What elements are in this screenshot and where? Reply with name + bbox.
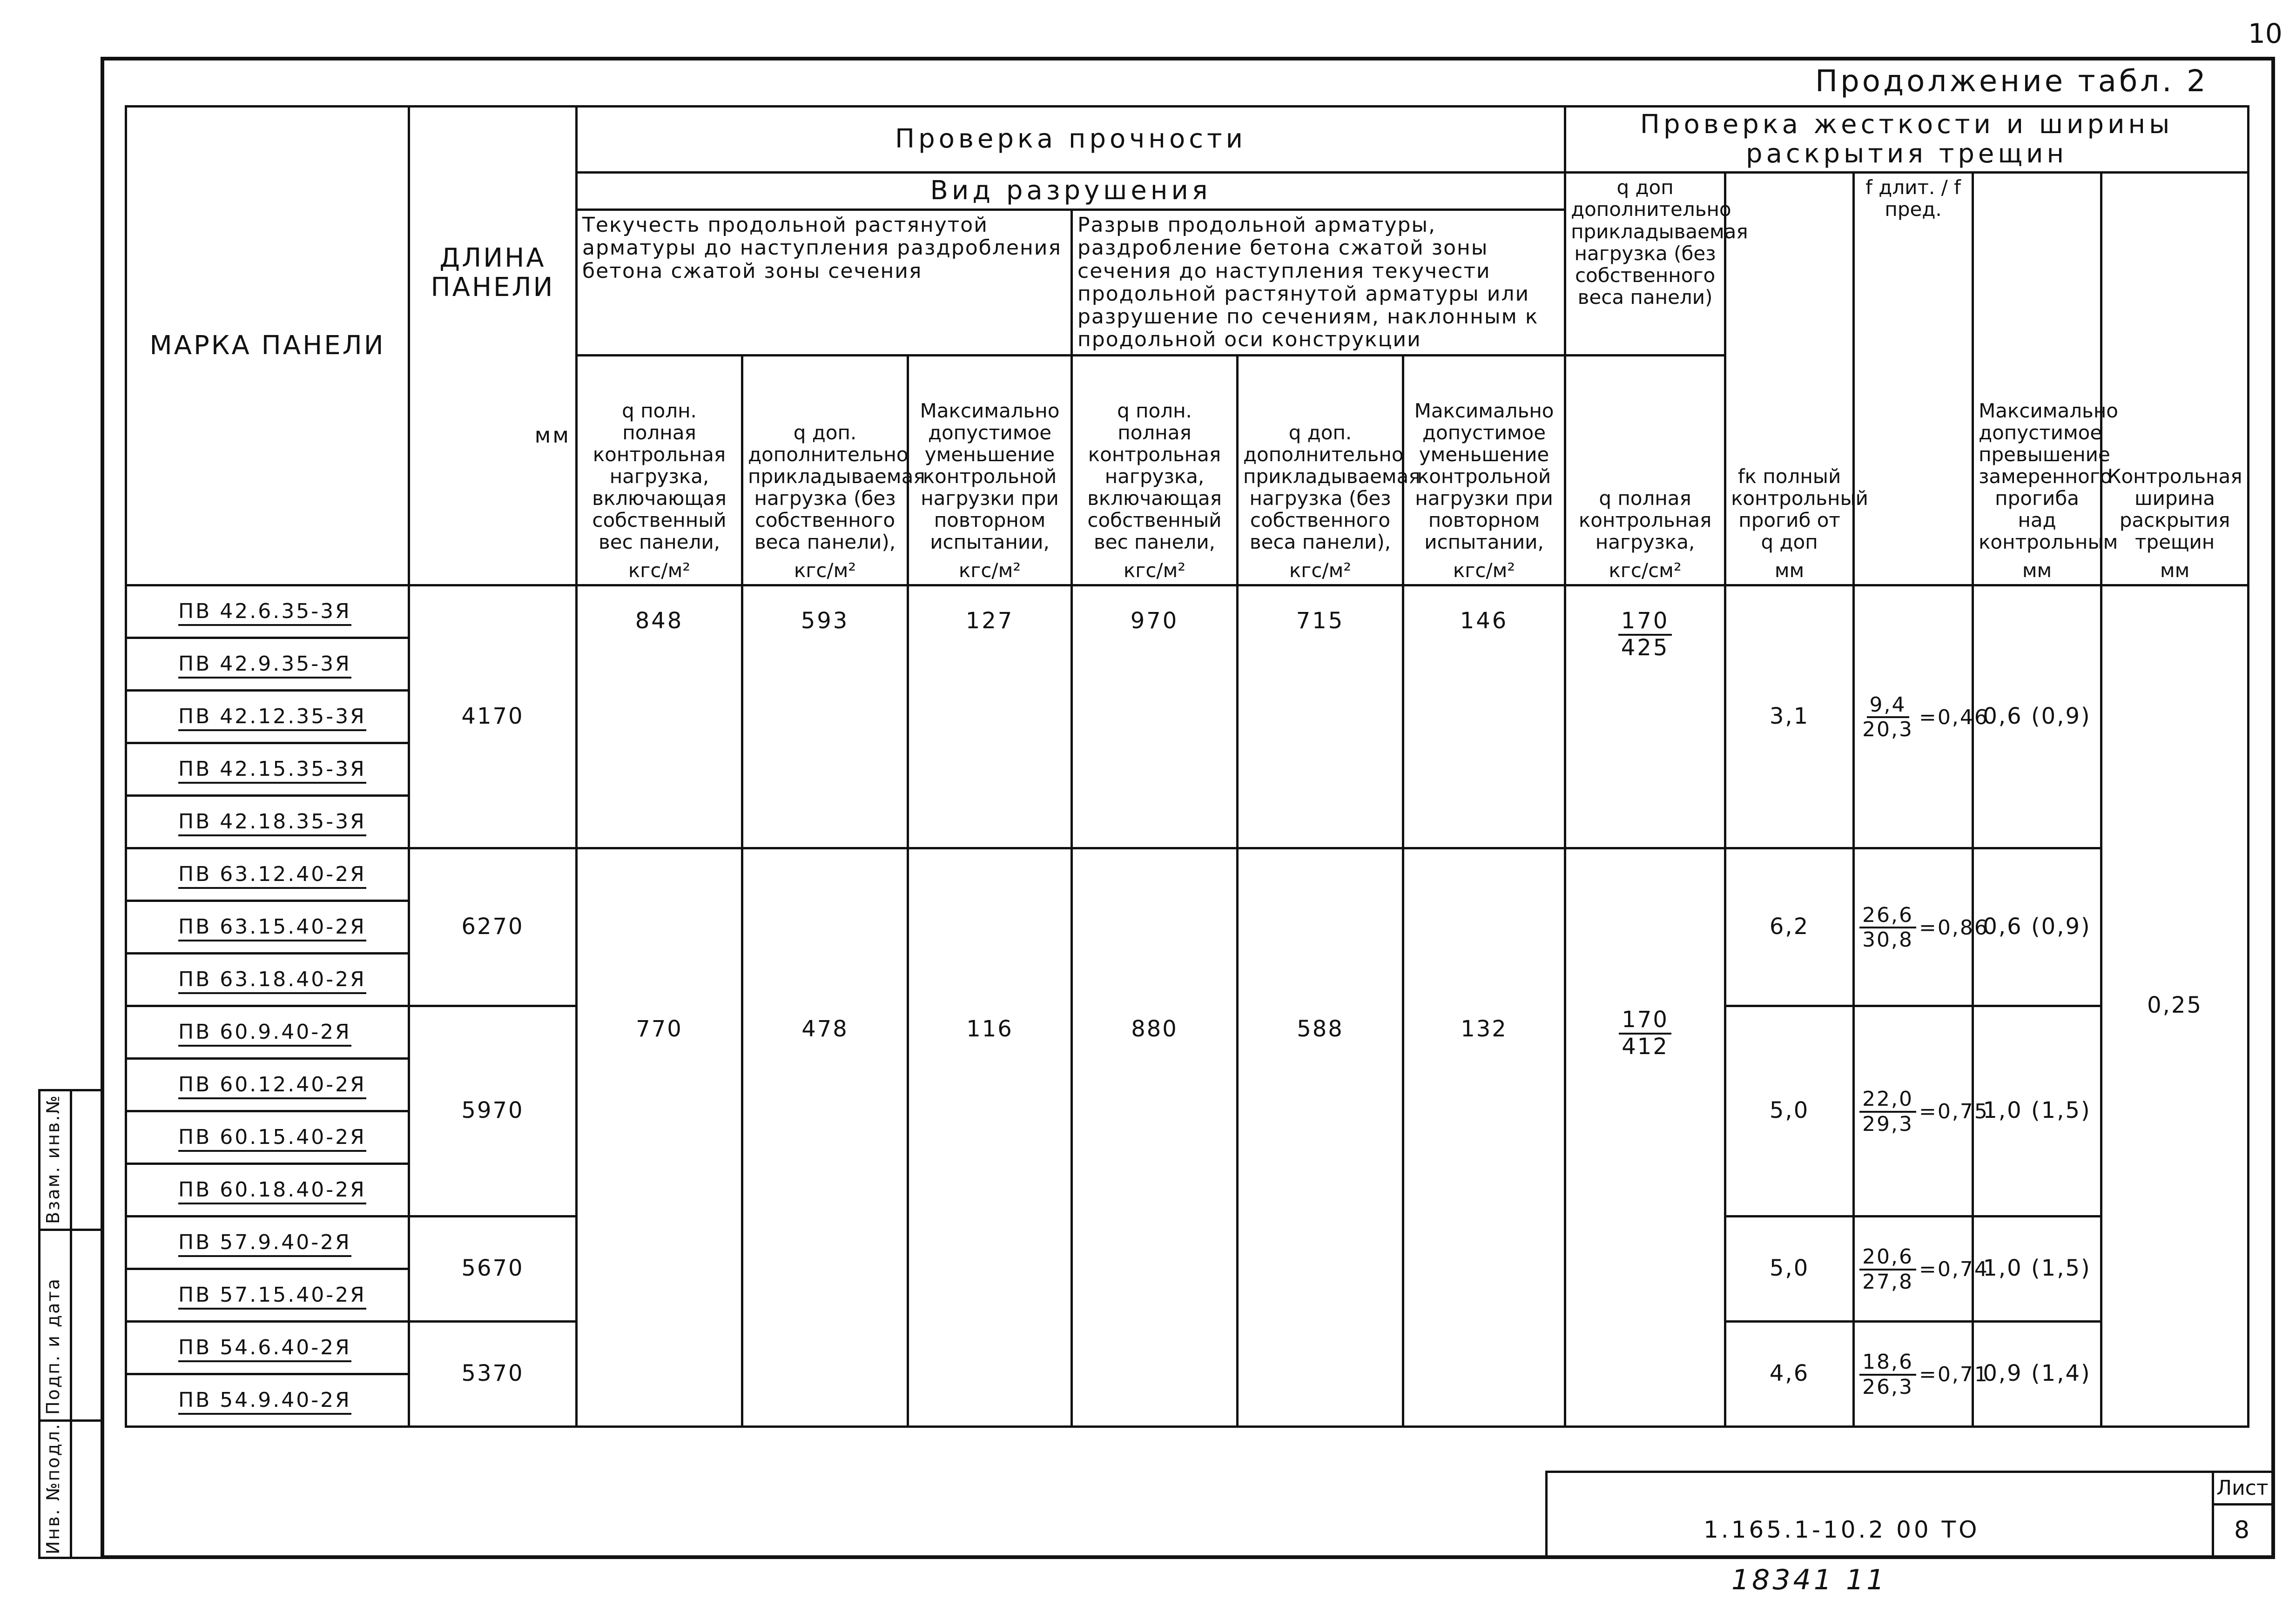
header-q-full-stiff xyxy=(1565,355,1725,585)
table-row xyxy=(126,1163,409,1216)
fk-value: 5,0 xyxy=(1725,1216,1854,1321)
q-add: 478 xyxy=(742,848,908,1426)
f-result: =0,74 xyxy=(1919,1257,1989,1282)
table-row xyxy=(126,743,409,795)
panel-length: 5970 xyxy=(409,1006,577,1216)
f-ratio xyxy=(1859,1351,1989,1398)
panel-length: 4170 xyxy=(409,585,577,848)
max-excess-value: 1,0 (1,5) xyxy=(1973,1216,2101,1321)
f-ratio xyxy=(1859,693,1989,741)
header-q-full-2 xyxy=(1072,355,1238,585)
panel-mark: ПВ 60.15.40-2Я xyxy=(178,1125,366,1152)
table-row xyxy=(126,690,409,743)
table-row xyxy=(126,1216,409,1269)
f-numerator: 26,6 xyxy=(1859,904,1916,928)
crack-width-value: 0,25 xyxy=(2101,585,2249,1426)
q-full-2: 970 xyxy=(1072,585,1238,848)
page-number: 10 xyxy=(2248,18,2283,49)
document-code: 1.165.1-10.2 00 ТО xyxy=(1703,1516,1980,1543)
header-q-full-2-text: q полн. полная контрольная нагрузка, включающая собственный вес панели, xyxy=(1087,399,1222,553)
panel-mark: ПВ 57.15.40-2Я xyxy=(178,1283,366,1310)
q-full: 770 xyxy=(577,848,742,1426)
header-max-excess-unit: мм xyxy=(2022,558,2052,582)
panel-mark: ПВ 60.9.40-2Я xyxy=(178,1020,351,1047)
sidebar-sign-label: Подп. и дата xyxy=(43,1277,63,1415)
header-fk-text: fк полный контрольный прогиб от q доп xyxy=(1731,464,1868,553)
f-fraction xyxy=(1859,1245,1916,1293)
f-numerator: 22,0 xyxy=(1859,1088,1916,1112)
header-max-reduction-2-text: Максимально допустимое уменьшение контрольной нагрузки при повторном испытании, xyxy=(1414,399,1554,553)
header-strength: Проверка прочности xyxy=(577,107,1565,173)
q-dop-fraction xyxy=(1619,1008,1671,1060)
f-result: =0,46 xyxy=(1919,705,1989,729)
sidebar-separator xyxy=(38,1229,103,1231)
title-block xyxy=(1545,1471,2275,1559)
panel-mark: ПВ 60.12.40-2Я xyxy=(178,1073,366,1099)
f-denominator: 30,8 xyxy=(1862,928,1914,952)
f-fraction xyxy=(1859,693,1916,741)
panel-mark: ПВ 63.12.40-2Я xyxy=(178,862,366,889)
table-row xyxy=(126,795,409,848)
fk-value: 6,2 xyxy=(1725,848,1854,1006)
header-max-reduction-text: Максимально допустимое уменьшение контрольной нагрузки при повторном испытании, xyxy=(920,399,1060,553)
header-q-full-unit: кгс/м² xyxy=(628,558,691,582)
f-ratio-value xyxy=(1854,585,1989,848)
fk-value: 3,1 xyxy=(1725,585,1854,848)
q-dop-stiff xyxy=(1565,848,1725,1426)
header-mark: МАРКА ПАНЕЛИ xyxy=(126,107,409,585)
panel-mark: ПВ 54.6.40-2Я xyxy=(178,1336,351,1362)
continuation-label: Продолжение табл. 2 xyxy=(1815,64,2208,99)
panel-mark: ПВ 42.6.35-3Я xyxy=(178,599,351,626)
header-crack-width-text: Контрольная ширина раскрытия трещин xyxy=(2107,464,2242,553)
header-rupture-group: Разрыв продольной арматуры, раздробление бетона сжатой зоны сечения до наступления текучести продольной растянутой арматуры или разрушение по сечениям, наклонным к продольной оси конструкции xyxy=(1072,210,1565,356)
q-add-2: 588 xyxy=(1238,848,1403,1426)
header-crack-width-unit: мм xyxy=(2160,558,2190,582)
header-crack-width xyxy=(2101,173,2249,585)
header-q-full xyxy=(577,355,742,585)
header-length-unit: мм xyxy=(534,422,571,448)
header-q-dop-stiff: q доп дополнительно прикладываемая нагрузка (без собственного веса панели) xyxy=(1565,173,1725,355)
panel-mark: ПВ 63.18.40-2Я xyxy=(178,968,366,994)
header-max-reduction-unit: кгс/м² xyxy=(958,558,1021,582)
header-q-add-2-text: q доп. дополнительно прикладываемая нагрузка (без собственного веса панели), xyxy=(1243,421,1421,553)
title-block-divider xyxy=(2212,1471,2214,1559)
q-full-2: 880 xyxy=(1072,848,1238,1426)
table-row xyxy=(126,901,409,953)
f-numerator: 18,6 xyxy=(1859,1351,1916,1375)
f-denominator: 26,3 xyxy=(1862,1375,1914,1399)
header-q-add xyxy=(742,355,925,585)
header-max-excess xyxy=(1973,173,2118,585)
f-denominator: 27,8 xyxy=(1862,1270,1914,1294)
q-dop-stiff xyxy=(1565,585,1725,848)
f-numerator: 20,6 xyxy=(1859,1245,1916,1270)
table-row xyxy=(126,1321,409,1374)
header-q-add-text: q доп. дополнительно прикладываемая нагрузка (без собственного веса панели), xyxy=(748,421,925,553)
title-block-hline xyxy=(2212,1503,2275,1506)
fk-value: 4,6 xyxy=(1725,1321,1854,1426)
max-reduction-2: 132 xyxy=(1403,848,1565,1426)
f-ratio xyxy=(1859,904,1989,952)
table-row xyxy=(126,638,409,690)
panel-length: 6270 xyxy=(409,848,577,1006)
header-q-full-2-unit: кгс/м² xyxy=(1123,558,1186,582)
f-fraction xyxy=(1859,1088,1916,1136)
panel-table xyxy=(125,105,2249,1428)
fk-value: 5,0 xyxy=(1725,1006,1854,1216)
table-row xyxy=(126,1058,409,1111)
q-add-2: 715 xyxy=(1238,585,1403,848)
max-reduction: 127 xyxy=(908,585,1072,848)
sidebar-divider xyxy=(70,1089,72,1559)
f-fraction xyxy=(1859,904,1916,952)
header-max-reduction xyxy=(908,355,1072,585)
f-ratio-value xyxy=(1854,848,1989,1006)
f-ratio-value xyxy=(1854,1006,1989,1216)
header-q-add-2 xyxy=(1238,355,1421,585)
max-excess-value: 1,0 (1,5) xyxy=(1973,1006,2101,1216)
header-fk-unit: мм xyxy=(1774,558,1804,582)
q-dop-fraction xyxy=(1618,609,1672,661)
sidebar-replace-label: Взам. инв.№ xyxy=(43,1094,63,1224)
q-full: 848 xyxy=(577,585,742,848)
table-row xyxy=(126,1111,409,1163)
panel-length: 5670 xyxy=(409,1216,577,1321)
header-failure-type: Вид разрушения xyxy=(577,173,1565,210)
max-reduction-2: 146 xyxy=(1403,585,1565,848)
table-row xyxy=(126,1374,409,1426)
q-dop-denominator: 425 xyxy=(1621,634,1670,661)
q-add: 593 xyxy=(742,585,908,848)
sheet-label: Лист xyxy=(2216,1476,2269,1500)
header-max-excess-text: Максимально допустимое превышение замеренного прогиба над контрольным xyxy=(1979,399,2118,553)
header-q-full-stiff-unit: кгс/см² xyxy=(1609,558,1682,582)
table-row xyxy=(126,1269,409,1321)
f-numerator: 9,4 xyxy=(1867,693,1909,718)
max-reduction: 116 xyxy=(908,848,1072,1426)
f-result: =0,75 xyxy=(1919,1100,1989,1124)
f-result: =0,71 xyxy=(1919,1363,1989,1387)
panel-mark: ПВ 57.9.40-2Я xyxy=(178,1230,351,1257)
f-ratio xyxy=(1859,1245,1989,1293)
table-row xyxy=(126,585,409,638)
panel-mark: ПВ 42.15.35-3Я xyxy=(178,757,366,784)
f-fraction xyxy=(1859,1351,1916,1398)
header-q-add-unit: кгс/м² xyxy=(794,558,856,582)
header-length-text: ДЛИНА ПАНЕЛИ xyxy=(431,243,555,303)
header-max-reduction-2-unit: кгс/м² xyxy=(1453,558,1515,582)
header-length xyxy=(409,107,577,585)
panel-mark: ПВ 42.9.35-3Я xyxy=(178,652,351,679)
f-ratio-value xyxy=(1854,1216,1989,1321)
f-denominator: 20,3 xyxy=(1862,718,1914,742)
f-ratio-value xyxy=(1854,1321,1989,1426)
sidebar-separator xyxy=(38,1419,103,1422)
panel-mark: ПВ 42.12.35-3Я xyxy=(178,705,366,731)
sheet-number: 8 xyxy=(2234,1516,2250,1544)
q-dop-numerator: 170 xyxy=(1619,1008,1671,1035)
panel-mark: ПВ 63.15.40-2Я xyxy=(178,915,366,941)
header-max-reduction-2 xyxy=(1403,355,1565,585)
f-denominator: 29,3 xyxy=(1862,1112,1914,1136)
panel-mark: ПВ 42.18.35-3Я xyxy=(178,810,366,836)
frame-top xyxy=(101,57,2275,60)
header-q-add-2-unit: кгс/м² xyxy=(1289,558,1352,582)
q-dop-numerator: 170 xyxy=(1618,609,1672,636)
q-dop-denominator: 412 xyxy=(1622,1033,1669,1060)
header-stiffness: Проверка жесткости и ширины раскрытия трещин xyxy=(1565,107,2249,173)
frame-right xyxy=(2271,57,2275,1559)
inventory-number: 18341 11 xyxy=(1731,1564,1887,1596)
table-row xyxy=(126,953,409,1006)
header-q-full-stiff-text: q полная контрольная нагрузка, xyxy=(1578,486,1712,553)
panel-mark: ПВ 60.18.40-2Я xyxy=(178,1178,366,1204)
header-f-ratio: f длит. / f пред. xyxy=(1854,173,1973,585)
max-excess-value: 0,6 (0,9) xyxy=(1973,848,2101,1006)
header-q-full-text: q полн. полная контрольная нагрузка, включающая собственный вес панели, xyxy=(592,399,727,553)
max-excess-value: 0,9 (1,4) xyxy=(1973,1321,2101,1426)
panel-mark: ПВ 54.9.40-2Я xyxy=(178,1388,351,1415)
table-row xyxy=(126,1006,409,1058)
sidebar-inv-label: Инв. №подл. xyxy=(43,1422,63,1554)
table-row xyxy=(126,848,409,901)
f-ratio xyxy=(1859,1088,1989,1136)
f-result: =0,86 xyxy=(1919,915,1989,940)
header-yield-group: Текучесть продольной растянутой арматуры до наступления раздробления бетона сжатой зоны сечения xyxy=(577,210,1072,356)
max-excess-value: 0,6 (0,9) xyxy=(1973,585,2101,848)
panel-length: 5370 xyxy=(409,1321,577,1426)
